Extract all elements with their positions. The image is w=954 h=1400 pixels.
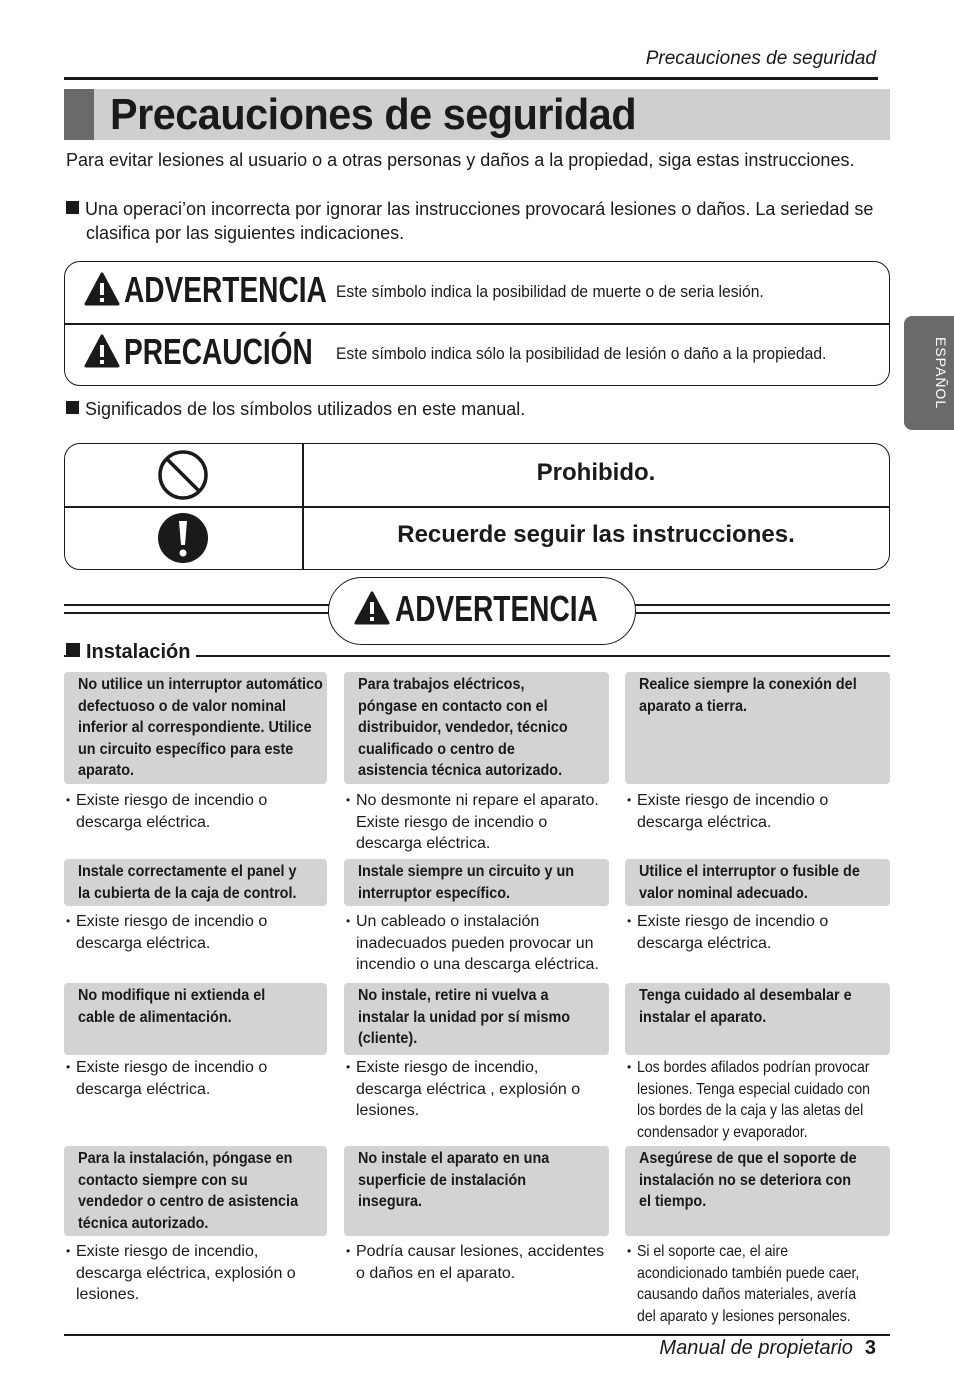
instruction-box [625,672,890,784]
instruction-line: interruptor específico. [358,884,511,902]
symbols-row-divider [64,506,890,508]
instruction-line: valor nominal adecuado. [639,884,808,902]
severity-text-caution: Este símbolo indica sólo la posibilidad de lesión o daño a la propiedad. [336,344,827,363]
consequence-line: causando daños materiales, avería [637,1286,857,1303]
instruction-line: vendedor o centro de asistencia [78,1193,299,1210]
banner-rule [635,604,890,606]
consequence-text [344,1241,615,1284]
consequence-line: lesiones. Tenga especial cuidado con [637,1080,871,1098]
instruction-box [344,672,609,784]
instruction-box [64,983,327,1055]
consequence-line: • Existe riesgo de incendio, [76,1243,259,1260]
prohibited-icon [157,449,209,501]
consequence-text [344,911,615,976]
instruction-line: No instale el aparato en una [358,1150,550,1167]
instruction-box [625,859,890,906]
instruction-box [344,983,609,1055]
language-tab-label: ESPAÑOL [933,336,949,410]
consequence-line: descarga eléctrica. [637,813,772,831]
symbols-note [66,399,525,420]
consequence-text [64,1057,333,1100]
consequence-line: • Existe riesgo de incendio o [637,792,829,809]
instruction-line: Para trabajos eléctricos, [358,676,525,693]
instruction-line: Asegúrese de que el soporte de [639,1150,857,1167]
consequence-text [625,1057,896,1143]
consequence-text [64,1241,333,1306]
footer-rule [64,1334,890,1336]
instruction-line: cualificado o centro de [358,740,515,758]
instruction-line: un circuito específico para este [78,740,294,758]
instruction-line: Instale siempre un circuito y un [358,863,575,880]
instruction-box [344,859,609,906]
warning-banner-label: ADVERTENCIA [395,588,598,629]
instruction-line: cable de alimentación. [78,1008,232,1026]
exclamation-icon [157,512,209,564]
instruction-line: técnica autorizado. [78,1214,209,1232]
consequence-line: descarga eléctrica, explosión o [76,1264,296,1282]
instruction-line: aparato. [78,762,135,779]
page-number: 3 [864,1337,876,1359]
warning-triangle-icon [84,272,120,306]
intro-text: Para evitar lesiones al usuario o a otras personas y daños a la propiedad, siga estas instrucciones. [66,150,855,170]
consequence-text [625,911,896,954]
footer [659,1337,876,1360]
consequence-text [625,790,896,833]
instruction-line: instalar la unidad por sí mismo [358,1008,571,1026]
instruction-box [344,1146,609,1236]
instruction-line: No modifique ni extienda el [78,987,266,1004]
consequence-line: • Podría causar lesiones, accidentes [356,1243,605,1260]
instruction-line: el tiempo. [639,1193,707,1210]
section-label-text: Instalación [86,641,191,663]
consequence-text [344,1057,615,1122]
consequence-line: descarga eléctrica. [76,813,211,831]
square-bullet-icon [66,201,79,214]
consequence-text [344,790,615,855]
symbols-note-text: Significados de los símbolos utilizados en este manual. [85,399,526,419]
instruction-line: Utilice el interruptor o fusible de [639,863,860,880]
page-title: Precauciones de seguridad [110,90,637,139]
instruction-line: instalar el aparato. [639,1008,767,1026]
consequence-line: descarga eléctrica. [637,934,772,952]
consequence-line: • Existe riesgo de incendio o [637,913,829,930]
instruction-box [625,983,890,1055]
consequence-line: • Existe riesgo de incendio o [76,1059,268,1076]
consequence-line: • Existe riesgo de incendio o [76,792,268,809]
consequence-line: descarga eléctrica. [76,934,211,952]
instruction-line: insegura. [358,1193,423,1210]
instruction-line: Instale correctamente el panel y [78,863,297,880]
instruction-line: aparato a tierra. [639,697,748,715]
instruction-line: Para la instalación, póngase en [78,1150,293,1167]
footer-label: Manual de propietario [659,1337,853,1359]
intro-severity-note [66,197,876,245]
intro-severity-text: Una operaci’on incorrecta por ignorar las instrucciones provocará lesiones o daños. La seriedad se clasifica por las siguientes indicaciones. [85,199,874,243]
consequence-line: • Existe riesgo de incendio o [76,913,268,930]
instruction-line: No instale, retire ni vuelva a [358,987,549,1004]
instruction-box [625,1146,890,1236]
square-bullet-icon [66,643,80,657]
instruction-box [64,1146,327,1236]
consequence-line: del aparato y lesiones personales. [637,1307,851,1325]
instruction-line: contacto siempre con su [78,1171,248,1189]
section-label [66,641,196,664]
severity-divider [64,323,890,325]
consequence-line: descarga eléctrica. [356,835,491,852]
consequence-line: acondicionado también puede caer, [637,1264,860,1282]
banner-rule [64,604,330,606]
consequence-line: lesiones. [76,1286,140,1303]
consequence-line: Existe riesgo de incendio o [356,813,548,831]
consequence-line: descarga eléctrica , explosión o [356,1080,581,1098]
consequence-line: • Si el soporte cae, el aire [637,1243,789,1260]
title-tab [64,89,94,140]
consequence-line: inadecuados pueden provocar un [356,934,594,952]
header-rule [64,77,878,80]
square-bullet-icon [66,401,79,414]
instruction-line: No utilice un interruptor automático [78,676,323,693]
consequence-line: descarga eléctrica. [76,1080,211,1098]
warning-triangle-icon [354,591,390,625]
instruction-box [64,672,327,784]
consequence-line: • No desmonte ni repare el aparato. [356,792,599,809]
instruction-line: póngase en contacto con el [358,697,548,715]
instruction-line: Realice siempre la conexión del [639,676,857,693]
instruction-line: distribuidor, vendedor, técnico [358,719,568,736]
banner-rule [635,612,890,614]
severity-text-warning: Este símbolo indica la posibilidad de muerte o de seria lesión. [336,282,764,301]
instruction-line: superficie de instalación [358,1171,527,1189]
instruction-line: instalación no se deteriora con [639,1171,852,1189]
banner-rule [64,612,330,614]
instruction-line: (cliente). [358,1030,418,1047]
severity-label-warning: ADVERTENCIA [124,269,327,310]
instruction-line: defectuoso o de valor nominal [78,697,287,715]
consequence-line: lesiones. [356,1102,420,1119]
running-header: Precauciones de seguridad [645,48,876,69]
instruction-line: asistencia técnica autorizado. [358,762,563,779]
consequence-line: • Un cableado o instalación [356,913,540,930]
consequence-line: los bordes de la caja y las aletas del [637,1102,864,1119]
instruction-line: inferior al correspondiente. Utilice [78,719,312,736]
consequence-text [625,1241,896,1327]
symbol-text-prohibited: Prohibido. [536,459,656,486]
consequence-line: condensador y evaporador. [637,1123,808,1141]
consequence-line: • Existe riesgo de incendio, [356,1059,539,1076]
consequence-line: o daños en el aparato. [356,1264,516,1282]
symbol-text-instructions: Recuerde seguir las instrucciones. [397,521,795,548]
consequence-line: incendio o una descarga eléctrica. [356,956,599,973]
instruction-box [64,859,327,906]
consequence-text [64,790,333,833]
consequence-line: • Los bordes afilados podrían provocar [637,1059,870,1076]
instruction-line: la cubierta de la caja de control. [78,884,297,902]
instruction-line: Tenga cuidado al desembalar e [639,987,852,1004]
consequence-text [64,911,333,954]
severity-label-caution: PRECAUCIÓN [124,331,313,372]
caution-triangle-icon [84,334,120,368]
